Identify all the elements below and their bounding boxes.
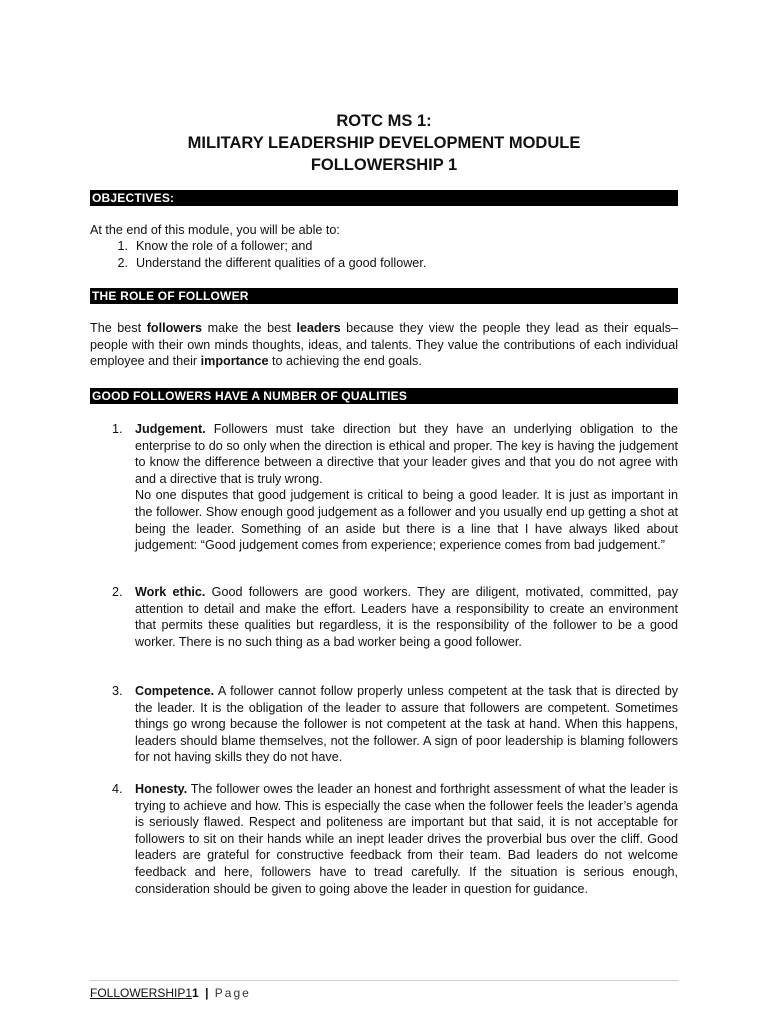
list-item bbox=[90, 255, 678, 272]
quality-number: 1. bbox=[112, 422, 123, 436]
quality-body bbox=[135, 421, 678, 554]
list-item-text: Understand the different qualities of a good follower. bbox=[136, 255, 427, 270]
bold-run: leaders bbox=[296, 321, 341, 335]
footer-doc-name: FOLLOWERSHIP1 bbox=[90, 986, 193, 1000]
bold-run: followers bbox=[146, 321, 202, 335]
quality-item-work-ethic bbox=[90, 584, 678, 650]
quality-title: Work ethic. bbox=[135, 585, 206, 599]
quality-body bbox=[135, 584, 678, 650]
list-item-number: 2. bbox=[117, 255, 128, 270]
objectives-intro: At the end of this module, you will be able to: bbox=[90, 223, 340, 237]
objectives-heading: OBJECTIVES: bbox=[90, 190, 678, 206]
title-line-1: ROTC MS 1: bbox=[336, 112, 432, 130]
quality-title: Competence. bbox=[135, 684, 215, 698]
list-item-number: 1. bbox=[117, 239, 128, 253]
text-run: because they view the people they lead as their equals–people with their own minds thoughts, ideas, and talents. They value the contributions of each individual employee and their bbox=[90, 321, 678, 369]
objectives-list bbox=[90, 238, 678, 271]
page-title bbox=[90, 110, 678, 176]
quality-body bbox=[135, 781, 678, 897]
page-footer bbox=[90, 985, 251, 1001]
quality-text: Followers must take direction but they have an underlying obligation to the enterprise to do so only when the direction is ethical and proper. The key is having the judgement to know the difference between a directive that your leader gives and that you do not agree with and a directive that is truly wrong. bbox=[135, 422, 678, 486]
role-heading: THE ROLE OF FOLLOWER bbox=[90, 288, 678, 304]
quality-item-honesty bbox=[90, 781, 678, 897]
text-run: to achieving the end goals. bbox=[268, 354, 422, 369]
quality-title: Honesty. bbox=[135, 782, 188, 796]
qualities-heading: GOOD FOLLOWERS HAVE A NUMBER OF QUALITIES bbox=[90, 388, 678, 404]
quality-text: Good followers are good workers. They are diligent, motivated, committed, pay attention to detail and make the effort. Leaders have a responsibility to create an environment that permits these qualities but regardless, it is the responsibility of the follower to be a good worker. There is no such thing as a bad worker being a good follower. bbox=[135, 585, 678, 649]
quality-number: 3. bbox=[112, 684, 123, 698]
list-item bbox=[90, 238, 678, 255]
quality-number: 2. bbox=[112, 585, 123, 599]
list-item-text: Know the role of a follower; and bbox=[136, 239, 313, 253]
quality-text: A follower cannot follow properly unless competent at the task that is directed by the leader. It is the obligation of the leader to assure that followers are competent. Sometimes things go wrong because the follower is not competent at the task at hand. When this happens, leaders should blame themselves, not the follower. A sign of poor leadership is blaming followers for not having skills they do not have. bbox=[135, 684, 678, 765]
quality-number: 4. bbox=[112, 782, 123, 796]
title-line-2: MILITARY LEADERSHIP DEVELOPMENT MODULE bbox=[187, 134, 581, 152]
quality-text: The follower owes the leader an honest and forthright assessment of what the leader is trying to achieve and how. This is especially the case when the follower feels the leader’s agenda is seriously flawed. Respect and politeness are important but that said, it is not acceptable for followers to sit on their hands while an inept leader drives the proverbial bus over the cliff. Good leaders are grateful for constructive feedback from their team. Bad leaders do not welcome feedback and here, followers have to tread carefully. If the situation is serious enough, consideration should be given to going above the leader in question for guidance. bbox=[135, 782, 678, 896]
quality-title: Judgement. bbox=[135, 422, 206, 436]
bold-run: importance bbox=[200, 354, 269, 369]
footer-divider bbox=[90, 980, 678, 981]
text-run: The best bbox=[90, 321, 147, 335]
footer-separator: | bbox=[205, 986, 209, 1000]
footer-page-number: 1 bbox=[192, 986, 199, 1000]
quality-item-judgement bbox=[90, 421, 678, 554]
title-line-3: FOLLOWERSHIP 1 bbox=[310, 156, 458, 174]
quality-body bbox=[135, 683, 678, 766]
text-run: make the best bbox=[202, 321, 297, 335]
role-paragraph bbox=[90, 320, 678, 370]
quality-text-continued: No one disputes that good judgement is critical to being a good leader. It is just as important in the follower. Show enough good judgement as a follower and you usually end up getting a shot at being the leader. Something of an aside but there is a line that I have always liked about judgement: “Good judgement comes from experience; experience comes from bad judgement.” bbox=[135, 488, 678, 553]
quality-item-competence bbox=[90, 683, 678, 766]
footer-page-word: Page bbox=[214, 986, 251, 1000]
